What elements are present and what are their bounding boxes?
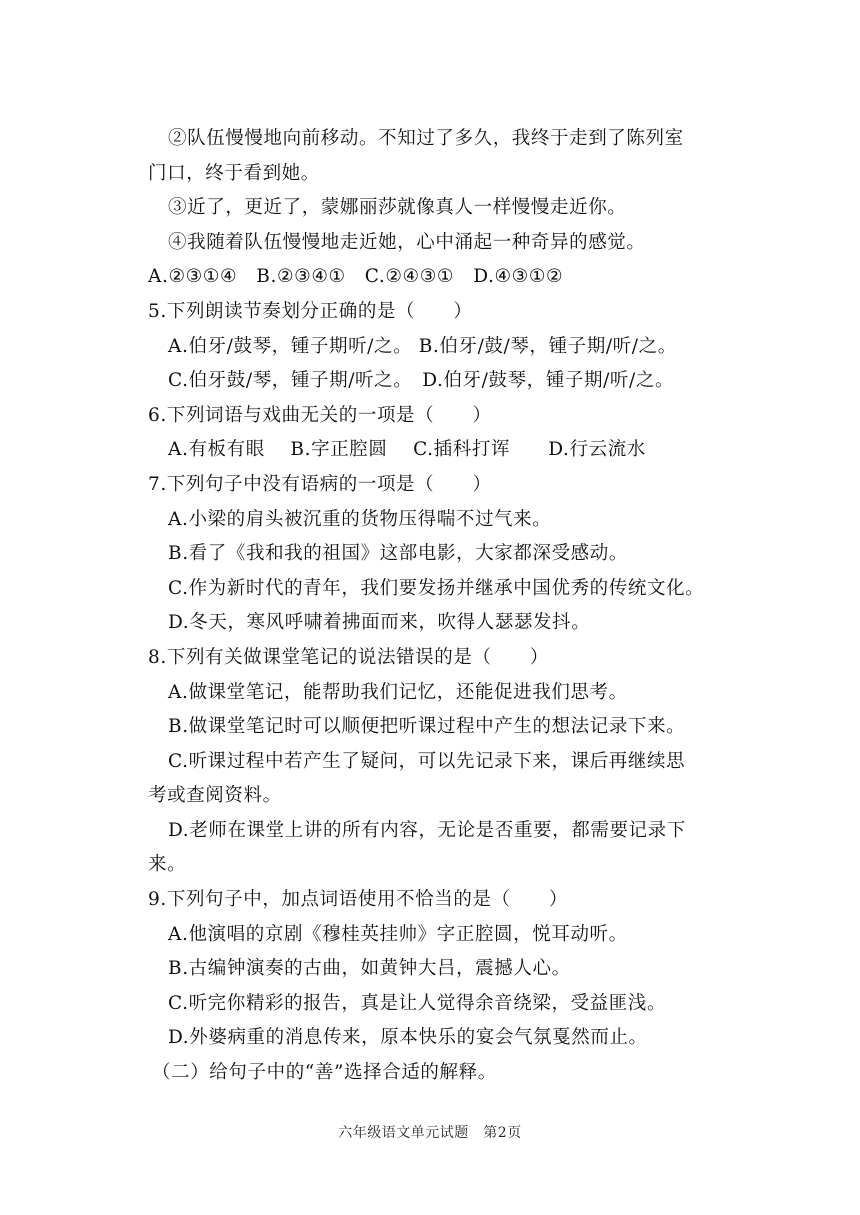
question-8: 8.下列有关做课堂笔记的说法错误的是（ ） <box>148 646 549 668</box>
option-line: A.小梁的肩头被沉重的货物压得喘不过气来。 <box>168 508 552 530</box>
question-9: 9.下列句子中，加点词语使用不恰当的是（ ） <box>148 889 568 911</box>
option-line: B.古编钟演奏的古曲，如黄钟大吕，震撼人心。 <box>168 958 571 980</box>
option-line: A.有板有眼 B.字正腔圆 C.插科打诨 D.行云流水 <box>168 439 646 461</box>
option-line: A.做课堂笔记，能帮助我们记忆，还能促进我们思考。 <box>168 681 628 703</box>
answer-options: A.②③①④ B.②③④① C.②④③① D.④③①② <box>148 266 564 288</box>
text-line: 门口，终于看到她。 <box>148 162 320 184</box>
option-line: C.作为新时代的青年，我们要发扬并继承中国优秀的传统文化。 <box>168 577 705 599</box>
option-line: A.伯牙/鼓琴，锺子期听/之。 B.伯牙/鼓/琴，锺子期/听/之。 <box>168 335 677 357</box>
option-line: C.伯牙鼓/琴，锺子期/听之。 D.伯牙/鼓琴，锺子期/听/之。 <box>168 370 675 392</box>
option-line: C.听课过程中若产生了疑问，可以先记录下来，课后再继续思 <box>168 750 686 772</box>
text-line: ②队伍慢慢地向前移动。不知过了多久，我终于走到了陈列室 <box>168 128 684 149</box>
question-5: 5.下列朗读节奏划分正确的是（ ） <box>148 300 473 322</box>
question-content <box>148 122 728 1091</box>
section-heading: （二）给句子中的“善”选择合适的解释。 <box>152 1062 497 1084</box>
question-7: 7.下列句子中没有语病的一项是（ ） <box>148 473 492 495</box>
option-line: A.他演唱的京剧《穆桂英挂帅》字正腔圆，悦耳动听。 <box>168 923 628 945</box>
text-line: ④我随着队伍慢慢地走近她，心中涌起一种奇异的感觉。 <box>168 231 646 253</box>
text-line: ③近了，更近了，蒙娜丽莎就像真人一样慢慢走近你。 <box>168 197 627 219</box>
option-line: D.外婆病重的消息传来，原本快乐的宴会气氛戛然而止。 <box>168 1027 648 1049</box>
page-footer: 六年级语文单元试题 第2页 <box>338 1125 522 1141</box>
option-line: 考或查阅资料。 <box>148 785 282 807</box>
question-6: 6.下列词语与戏曲无关的一项是（ ） <box>148 404 492 426</box>
option-line: D.老师在课堂上讲的所有内容，无论是否重要，都需要记录下 <box>168 819 686 841</box>
option-line: B.看了《我和我的祖国》这部电影，大家都深受感动。 <box>168 543 628 565</box>
option-line: B.做课堂笔记时可以顺便把听课过程中产生的想法记录下来。 <box>168 716 686 738</box>
option-line: C.听完你精彩的报告，真是让人觉得余音绕梁，受益匪浅。 <box>168 992 667 1014</box>
option-line: 来。 <box>148 854 187 876</box>
option-line: D.冬天，寒风呼啸着拂面而来，吹得人瑟瑟发抖。 <box>168 612 591 634</box>
